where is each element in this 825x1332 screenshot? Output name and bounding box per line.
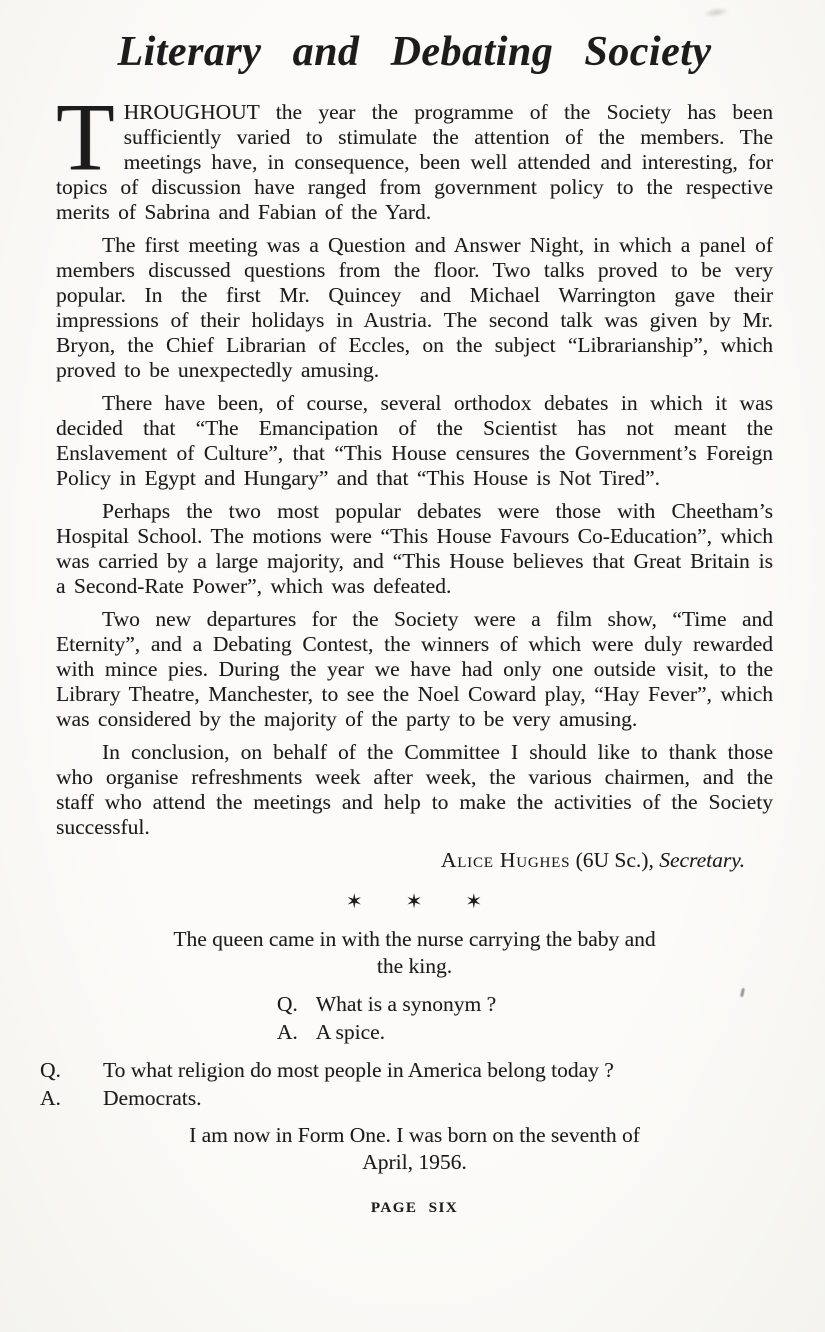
answer-label: A.: [40, 1086, 61, 1110]
signature-line: [56, 848, 745, 873]
question-text: To what religion do most people in America belong today ?: [103, 1058, 614, 1082]
lead-paragraph: [56, 83, 773, 225]
answer-text: A spice.: [315, 1020, 386, 1044]
question-label: Q.: [40, 1058, 61, 1082]
paragraph-3: There have been, of course, several orthodox debates in which it was decided that “The Emancipation of the Scientist has not meant the Enslavement of Culture”, that “This House censures the Government’s Foreign Policy in Egypt and Hungary” and that “This House is Not Tired”.: [56, 391, 773, 490]
paragraph-2: The first meeting was a Question and Answer Night, in which a panel of members discussed questions from the floor. Two talks proved to be very popular. In the first Mr. Quincey and Michael Warrington gave their impressions of their holidays in Austria. The second talk was given by Mr. Bryon, the Chief Librarian of Eccles, on the subject “Librarianship”, which proved to be unexpectedly amusing.: [56, 233, 773, 382]
drop-cap-letter: T: [56, 83, 115, 190]
signature-form-detail: (6U Sc.),: [575, 848, 654, 872]
filler-form-one-joke: I am now in Form One. I was born on the seventh of April, 1956.: [189, 1123, 640, 1174]
page-number: PAGE SIX: [370, 1200, 459, 1216]
answer-label: A.: [276, 1020, 298, 1044]
signature-name: Alice Hughes: [440, 848, 571, 872]
paragraph-5: Two new departures for the Society were a film show, “Time and Eternity”, and a Debating Contest, the winners of which were duly rewarded with mince pies. During the year we have had only one outside visit, to the Library Theatre, Manchester, to see the Noel Coward play, “Hay Fever”, which was considered by the majority of the party to be very amusing.: [56, 607, 773, 731]
paragraph-4: Perhaps the two most popular debates were those with Cheetham’s Hospital School. The motions were “This House Favours Co-Education”, which was carried by a large majority, and “This House believes that Great Britain is a Second-Rate Power”, which was defeated.: [56, 499, 773, 598]
star-divider-icon: ✶ ✶ ✶: [345, 891, 484, 913]
article-body: [56, 83, 773, 840]
question-label: Q.: [276, 992, 298, 1016]
qa-block-religion: [40, 1056, 773, 1112]
filler-queen-joke: The queen came in with the nurse carrying the baby and the king.: [173, 927, 656, 978]
qa-block-synonym: [277, 990, 496, 1046]
answer-text: Democrats.: [103, 1086, 202, 1110]
signature-role: Secretary.: [659, 848, 745, 872]
page-title: Literary and Debating Society: [117, 29, 712, 75]
question-text: What is a synonym ?: [315, 992, 497, 1016]
paragraph-6: In conclusion, on behalf of the Committee I should like to thank those who organise refreshments week after week, the various chairmen, and the staff who attend the meetings and help to make the activities of the Society successful.: [56, 740, 773, 839]
lead-paragraph-text: HROUGHOUT the year the programme of the Society has been sufficiently varied to stimulate the attention of the members. The meetings have, in consequence, been well attended and interesting, for topics of discussion have ranged from government policy to the respective merits of Sabrina and Fabian of the Yard.: [56, 100, 773, 224]
